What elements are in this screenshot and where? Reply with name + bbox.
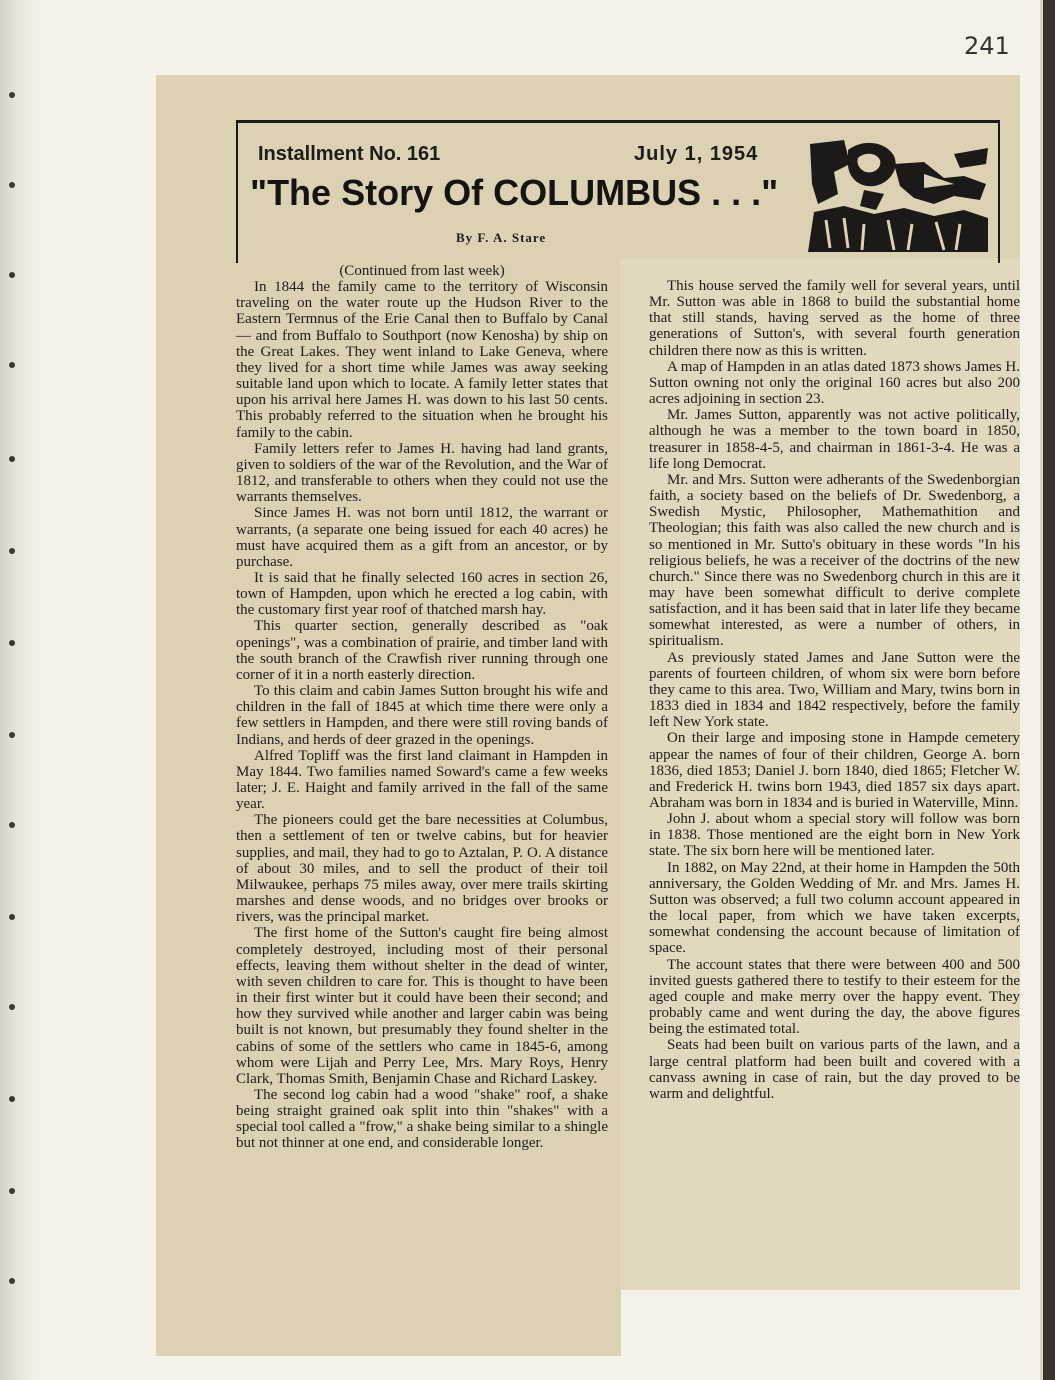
- article-paragraph: The first home of the Sutton's caught fire being almost completely destroyed, including most of their personal effects, leaving them without shelter in the dead of winter, with seven children to care for. This is thought to have been in their first winter but it could have been their second; and how they survived while another and larger cabin was being built is not known, but presumably they found shelter in the cabins of some of the settlers who came in 1845-6, among whom were Lijah and Perry Lee, Mrs. Mary Roys, Henry Clark, Thomas Smith, Benjamin Chase and Richard Laskey.: [236, 925, 608, 1087]
- right-article-column: [649, 278, 1020, 1102]
- binding-hole: [9, 182, 15, 188]
- article-title: "The Story Of COLUMBUS . . .": [250, 172, 779, 213]
- article-paragraph: This house served the family well for several years, until Mr. Sutton was able in 1868 to build the substantial home that still stands, having served as the home of three generations of Sutton's, with several fourth generation children there now as this is written.: [649, 278, 1020, 359]
- byline: By F. A. Stare: [456, 230, 547, 245]
- article-paragraph: A map of Hampden in an atlas dated 1873 shows James H. Sutton owning not only the original 160 acres but also 200 acres adjoining in section 23.: [649, 358, 1020, 408]
- article-paragraph: The account states that there were between 400 and 500 invited guests gathered there to testify to their esteem for the aged couple and make merry over the happy event. They probably came and went during the day, the above figures being the estimated total.: [649, 956, 1020, 1038]
- binding-hole: [9, 456, 15, 462]
- installment-number: Installment No. 161: [258, 143, 441, 165]
- binding-hole: [9, 1004, 15, 1010]
- article-paragraph: In 1844 the family came to the territory of Wisconsin traveling on the water route up the Hudson River to the Eastern Termnus of the Erie Canal then to Buffalo by Canal — and from Buffalo to Southport (now Kenosha) by ship on the Great Lakes. They went inland to Lake Geneva, where they lived for a short time while James was away seeking suitable land upon which to locate. A family letter states that upon his arrival here James H. was down to his last 50 cents. This probably referred to the situation when he brought his family to the cabin.: [236, 279, 608, 441]
- binding-strip: [0, 0, 34, 1380]
- binding-hole: [9, 272, 15, 278]
- binding-hole: [9, 914, 15, 920]
- article-paragraph: John J. about whom a special story will follow was born in 1838. Those mentioned are the eight born in New York state. The six born here will be mentioned later.: [649, 811, 1020, 860]
- pioneer-woodcut-icon: [804, 134, 992, 252]
- binding-hole: [9, 1096, 15, 1102]
- article-paragraph: As previously stated James and Jane Sutton were the parents of fourteen children, of whom six were born before they came to this area. Two, William and Mary, twins born in 1833 died in 1834 and 1842 respectively, before the family left New York state.: [649, 649, 1020, 731]
- binding-hole: [9, 732, 15, 738]
- page-number: 241: [964, 32, 1010, 60]
- article-paragraph: Mr. James Sutton, apparently was not active politically, although he was a member to the town board in 1850, treasurer in 1858-4-5, and chairman in 1861-3-4. He was a life long Democrat.: [649, 407, 1020, 472]
- binding-hole: [9, 92, 15, 98]
- article-paragraph: (Continued from last week): [339, 263, 505, 279]
- article-paragraph: The pioneers could get the bare necessities at Columbus, then a settlement of ten or twelve cabins, but for heavier supplies, and mail, they had to go to Aztalan, P. O. A distance of about 30 miles, and to sell the product of their toil Milwaukee, perhaps 75 miles away, over mere trails skirting marshes and dense woods, and no bridges over brooks or rivers, was the principal market.: [236, 812, 608, 926]
- left-article-column: [236, 263, 608, 1152]
- article-paragraph: Alfred Topliff was the first land claimant in Hampden in May 1844. Two families named Soward's came a few weeks later; J. E. Haight and family arrived in the fall of the same year.: [236, 747, 608, 813]
- article-paragraph: It is said that he finally selected 160 acres in section 26, town of Hampden, upon which he erected a log cabin, with the customary first year roof of thatched marsh hay.: [236, 569, 608, 619]
- binding-hole: [9, 362, 15, 368]
- binding-hole: [9, 548, 15, 554]
- article-paragraph: In 1882, on May 22nd, at their home in Hampden the 50th anniversary, the Golden Wedding of Mr. and Mrs. James H. Sutton was observed; a full two column account appeared in the local paper, from which we have taken excerpts, somewhat condensing the account because of limitation of space.: [649, 859, 1020, 957]
- article-paragraph: To this claim and cabin James Sutton brought his wife and children in the fall of 1845 at which time there were only a few settlers in Hampden, and there were still roving bands of Indians, and herds of deer grazed in the openings.: [236, 683, 608, 748]
- article-paragraph: This quarter section, generally described as "oak openings", was a combination of prairie, and timber land with the south branch of the Crawfish river running through one corner of it in a north easterly direction.: [236, 618, 608, 683]
- article-paragraph: The second log cabin had a wood "shake" roof, a shake being straight grained oak split into thin "shakes" with a special tool called a "frow," a shake being similar to a shingle but not thinner at one end, and considerable longer.: [236, 1086, 608, 1152]
- article-paragraph: Since James H. was not born until 1812, the warrant or warrants, (a separate one being issued for each 40 acres) he must have acquired them as a gift from an ancestor, or by purchase.: [236, 505, 608, 570]
- article-paragraph: Seats had been built on various parts of the lawn, and a large central platform had been built and covered with a canvass awning in case of rain, but the day proved to be warm and delightful.: [649, 1037, 1020, 1102]
- binding-hole: [9, 1188, 15, 1194]
- article-paragraph: On their large and imposing stone in Hampde cemetery appear the names of four of their children, George A. born 1836, died 1853; Daniel J. born 1840, died 1865; Fletcher W. and Frederick H. twins born 1943, died 1857 six days apart. Abraham was born in 1834 and is buried in Waterville, Minn.: [649, 730, 1020, 811]
- article-paragraph: Mr. and Mrs. Sutton were adherants of the Swedenborgian faith, a society based on the beliefs of Dr. Swedenborg, a Swedish Mystic, Philosopher, Mathemathition and Theologian; this faith was also called the new church and is so mentioned in Mr. Sutto's obituary in these words "In his religious beliefs, he was a receiver of the doctrins of the new church." Since there was no Swedenborg church in this are it may have been somewhat difficult to derive complete satisfaction, and it has been said that in later life they became somewhat interested, as were a number of others, in spiritualism.: [649, 471, 1020, 650]
- article-paragraph: Family letters refer to James H. having had land grants, given to soldiers of the war of the Revolution, and the War of 1812, and transferable to others when they could not use the warrants themselves.: [236, 440, 608, 506]
- binding-hole: [9, 822, 15, 828]
- binding-hole: [9, 640, 15, 646]
- publication-date: July 1, 1954: [634, 143, 759, 165]
- binding-hole: [9, 1278, 15, 1284]
